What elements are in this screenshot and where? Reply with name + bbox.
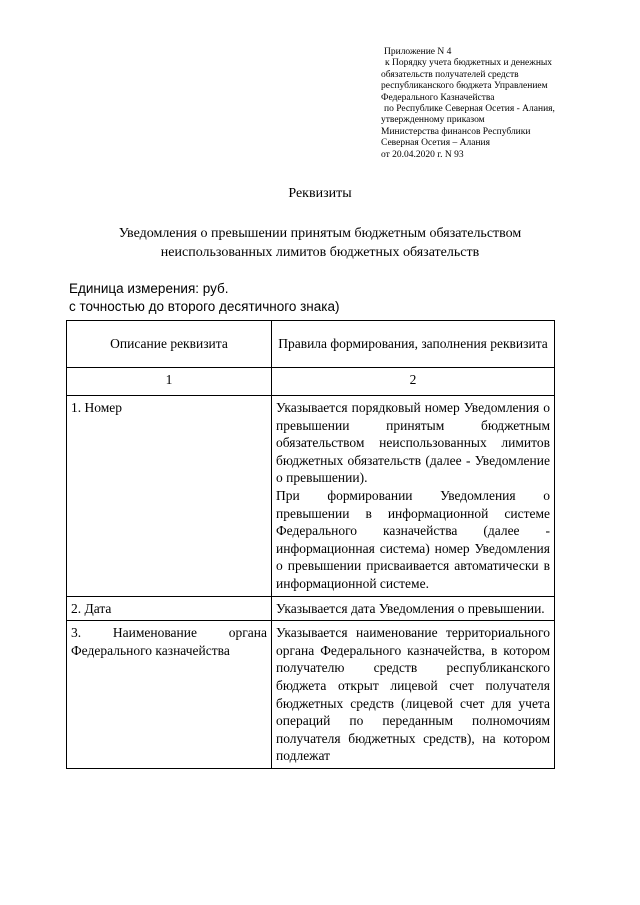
rule-paragraph: Указывается дата Уведомления о превышении. (276, 600, 545, 616)
annex-line: Министерства финансов Республики (381, 126, 531, 137)
table-row (67, 396, 555, 597)
row-description: 3. Наименование органа Федерального казначейства (67, 621, 272, 769)
annex-line: к Порядку учета бюджетных и денежных (385, 58, 553, 69)
annex-line: обязательств получателей средств (381, 69, 519, 80)
units-line-1: Единица измерения: руб. (69, 281, 229, 296)
document-title: Реквизиты (288, 186, 352, 201)
requisites-table (66, 320, 555, 769)
subtitle-line-2: неиспользованных лимитов бюджетных обязательств (160, 245, 480, 260)
subtitle-line-1: Уведомления о превышении принятым бюджетным обязательством (118, 226, 522, 241)
annex-block (381, 47, 621, 161)
annex-line: от 20.04.2020 г. N 93 (381, 149, 464, 160)
row-rules (272, 621, 555, 769)
annex-line: Северная Осетия – Алания (381, 138, 490, 149)
table-row (67, 621, 555, 769)
header-rules: Правила формирования, заполнения реквизита (272, 321, 555, 368)
column-number-2: 2 (272, 368, 555, 396)
row-rules (272, 596, 555, 621)
document-subtitle (60, 224, 580, 262)
table-row (67, 596, 555, 621)
rule-paragraph: При формировании Уведомления о превышении в информационной системе Федерального казначейства (далее - информационная система) номер Уведомления о превышении присваивается автоматически в информационной системе. (276, 487, 550, 591)
annex-line: республиканского бюджета Управлением (381, 81, 548, 92)
column-number-1: 1 (67, 368, 272, 396)
row-description: 1. Номер (67, 396, 272, 597)
annex-line: по Республике Северная Осетия - Алания, (384, 104, 555, 115)
rule-paragraph: Указывается порядковый номер Уведомления о превышении принятым бюджетным обязательством неиспользованных лимитов бюджетных обязательств (далее - Уведомление о превышении). (276, 400, 550, 486)
row-description: 2. Дата (67, 596, 272, 621)
annex-line: Приложение N 4 (384, 47, 452, 57)
annex-line: Федерального Казначейства (381, 92, 495, 103)
row-rules (272, 396, 555, 597)
column-number-row (67, 368, 555, 396)
units-note (69, 280, 339, 316)
units-line-2: с точностью до второго десятичного знака) (69, 299, 340, 314)
table-header-row (67, 321, 555, 368)
header-description: Описание реквизита (67, 321, 272, 368)
rule-paragraph: Указывается наименование территориального органа Федерального казначейства, в котором получателю средств республиканского бюджета открыт лицевой счет получателя бюджетных средств (лицевой счет для учета операций по переданным полномочиям получателя бюджетных средств), на котором подлежат (276, 625, 550, 764)
annex-line: утвержденному приказом (381, 115, 485, 126)
